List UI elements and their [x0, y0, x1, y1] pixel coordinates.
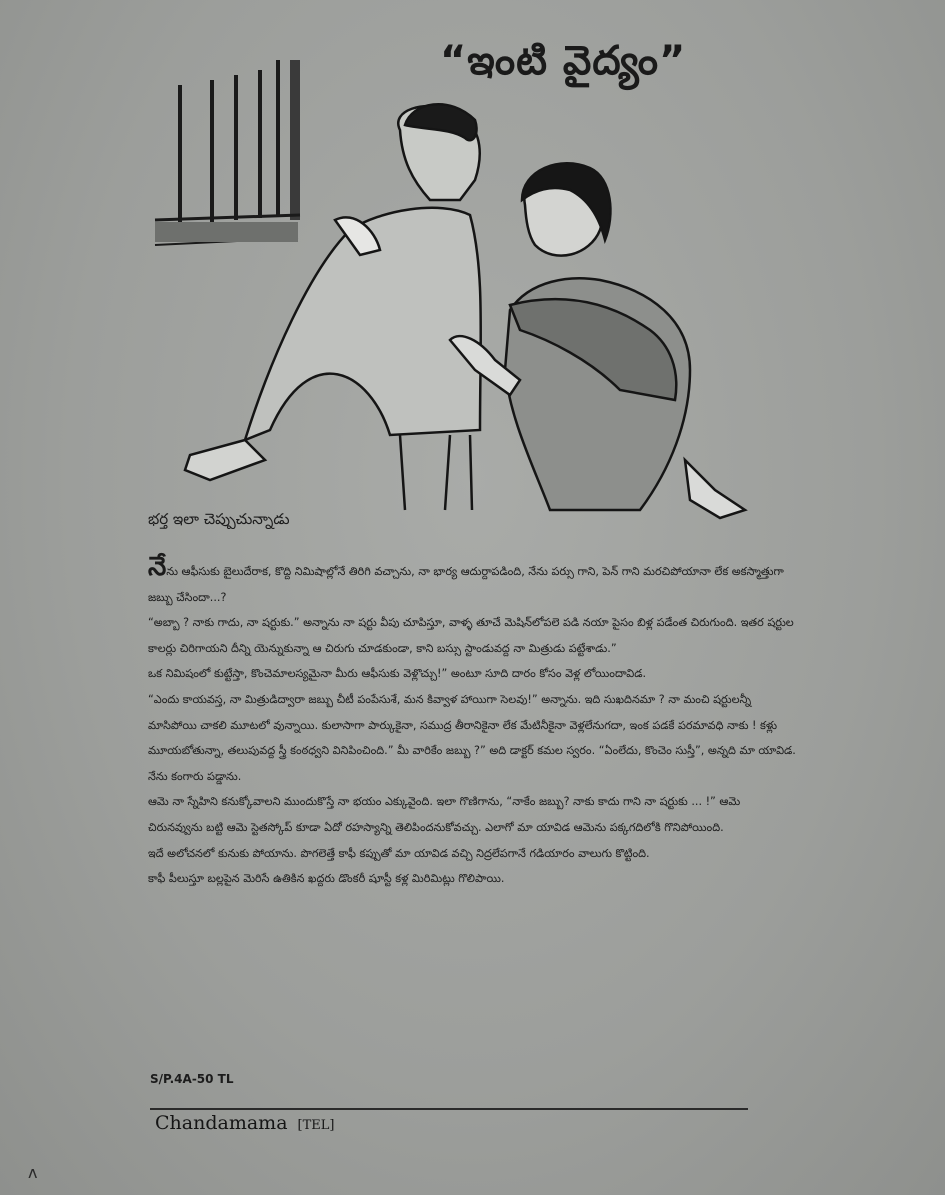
publication-name: Chandamama: [155, 1112, 288, 1134]
paragraph: “ఎందు కాయవస్త, నా మిత్రుడిద్వారా జబ్బు చీటీ పంపేసుశే, మన కివ్వాళ హాయిగా సెలవు!” అన్నాను. ఇది సుఖదినమా ? నా మంచి షర్టులన్నీ మాసిపోయి చాకలి మూటలో వున్నాయి. కులాసాగా పార్కుకైనా, సముద్ర తీరానికైనా లేక మేటినీకైనా వెళ్లలేనుగదా, ఇంక పడకే పరమావధి నాకు ! కళ్లు మూయబోతున్నా, తలుపువద్ద స్త్రీ కంఠధ్వని వినిపించింది.” మీ వారికేం జబ్బు ?” అది డాక్టర్ కమల స్వరం. “ఏంలేదు, కొంచెం సుస్తీ”, అన్నది మా యావిడ. నేను కంగారు పడ్డాను.: [148, 692, 796, 783]
ad-title: “ఇంటి వైద్యం”: [440, 38, 687, 84]
page-corner-mark: ʌ: [28, 1163, 38, 1182]
caption: భర్త ఇలా చెప్పుచున్నాడు: [148, 510, 290, 528]
language-tag: [TEL]: [297, 1118, 335, 1133]
paragraph: ఒక నిమిషంలో కుట్టేస్తా, కొంచెమాలస్యమైనా మీరు ఆఫీసుకు వెళ్లొచ్చు!” అంటూ సూది దారం కోసం వెళ్ల లోయిందావిడ.: [148, 667, 647, 681]
woman-figure: [450, 163, 745, 518]
couple-illustration: [150, 40, 760, 530]
window-bars: [155, 60, 300, 245]
paragraph: ఇదే అలోచనలో కునుకు పోయాను. పొగలెత్తే కాఫీ కప్పుతో మా యావిడ వచ్చి నిద్రలేపగానే గడియారం వాలుగు కొట్టింది.: [148, 846, 650, 860]
ad-body-text: [148, 552, 798, 892]
footer: [155, 1112, 334, 1134]
paragraph: ఆమె నా స్నేహిని కనుక్కోవాలని ముందుకొస్తే నా భయం ఎక్కువైంది. ఇలా గొణిగాను, “నాకేం జబ్బు? నాకు కాదు గాని నా షర్టుకు ... !” ఆమె చిరునవ్వును బట్టి ఆమె స్టెతస్కోప్ కూడా ఏదో రహస్యాన్ని తెలిపిందనుకోవచ్చు. ఎలాగో మా యావిడ ఆమెను పక్కగదిలోకి గొనిపోయింది.: [148, 795, 741, 834]
ad-code: S/P.4A-50 TL: [150, 1072, 234, 1086]
paragraph: “అబ్బా ? నాకు గాదు, నా షర్టుకు.” అన్నాను నా షర్టు వీపు చూపిస్తూ, వాళ్ళ తూచే మెషిన్‌లోపలె పడి నయా పైసం బిళ్ల పడేంత చిరుగుంది. ఇతర షర్టుల కాలర్లు చిరిగాయని దీన్ని యెన్నుకున్నా ఆ చిరుగు చూడకుండా, కాని బస్సు స్టాండువద్ద నా మిత్రుడు పట్టేశాడు.”: [148, 616, 794, 655]
man-figure: [185, 104, 481, 510]
paragraph: కాఫీ పీలుస్తూ బల్లపైన మెరిసే ఉతికిన ఖద్దరు డొంకరీ షూస్టీ కళ్ల మిరిమిట్లు గొలిపాయి.: [148, 872, 505, 886]
footer-rule: [150, 1108, 748, 1110]
paragraph: నేను ఆఫీసుకు బైలుదేరాక, కొద్ది నిమిషాల్లోనే తిరిగి వచ్చాను, నా భార్య ఆదుర్దాపడింది, నేను పర్సు గాని, పెన్ గాని మరచిపోయానా లేక అకస్మాత్తుగా జబ్బు చేసిందా...?: [148, 552, 784, 604]
